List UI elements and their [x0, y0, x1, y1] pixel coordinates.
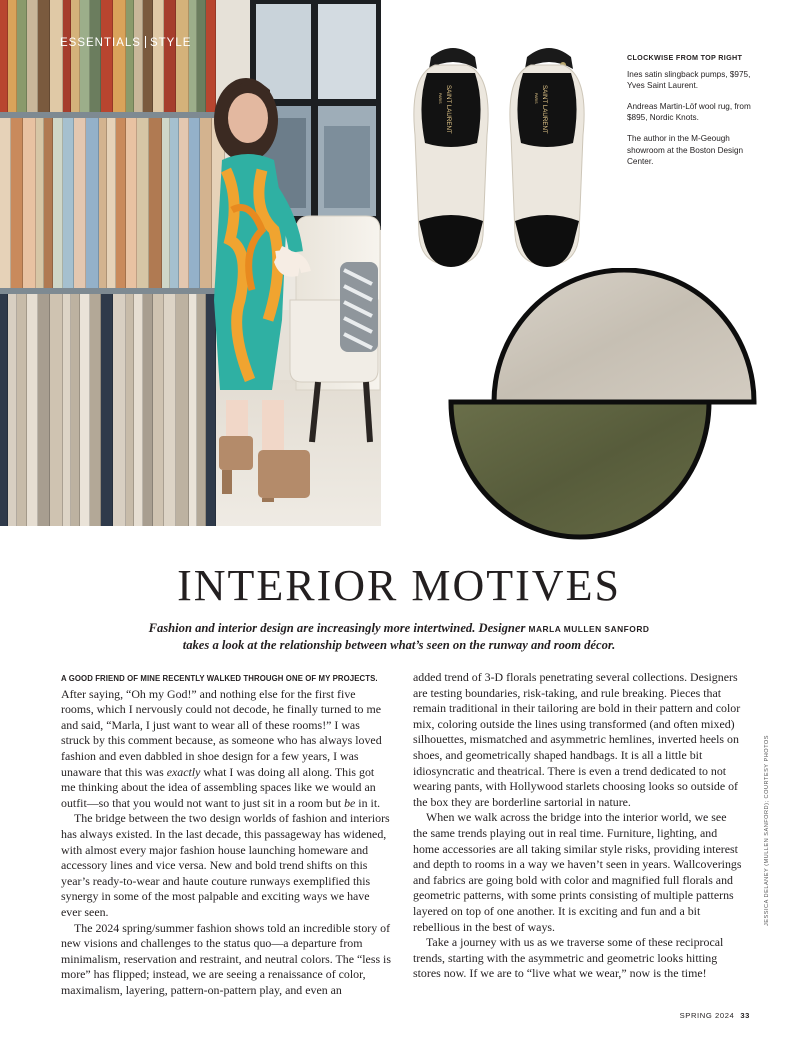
fabric-swatch [113, 294, 126, 526]
fabric-swatch-fold [215, 294, 216, 526]
fabric-swatch [8, 0, 17, 112]
fabric-swatch [27, 294, 38, 526]
section-tag-divider [145, 36, 146, 48]
fabric-swatch [36, 118, 44, 288]
fabric-swatch-fold [205, 0, 206, 112]
fabric-swatch-fold [142, 0, 143, 112]
fabric-swatch-fold [7, 0, 8, 112]
section-tag-right: STYLE [149, 37, 192, 49]
fabric-swatch-fold [169, 118, 170, 288]
fabric-swatch-fold [70, 0, 71, 112]
body-column-right [413, 670, 743, 982]
deck-line-1: Fashion and interior design are increasingly more intertwined. Designer [148, 621, 526, 635]
rug-bottom-half [451, 402, 709, 537]
fabric-swatch [200, 118, 212, 288]
fabric-swatch [44, 118, 53, 288]
fabric-swatch-fold [106, 118, 107, 288]
article-title: INTERIOR MOTIVES [177, 561, 621, 610]
body-paragraph-1 [61, 670, 391, 811]
fabric-swatch-fold [10, 118, 11, 288]
fabric-swatch [153, 294, 164, 526]
fabric-swatch-fold [112, 294, 113, 526]
fabric-swatch-fold [43, 118, 44, 288]
fabric-swatch [149, 118, 162, 288]
lead-in: A GOOD FRIEND OF MINE RECENTLY WALKED THROUGH ONE OF MY PROJECTS. [61, 674, 378, 683]
fabric-swatch-fold [152, 0, 153, 112]
fabric-swatch [0, 0, 8, 112]
fabric-swatch-fold [79, 0, 80, 112]
fabric-swatch [134, 0, 143, 112]
fabric-swatch-fold [62, 118, 63, 288]
rug-top-half [494, 270, 754, 402]
fabric-swatch-fold [100, 294, 101, 526]
fabric-swatch-fold [175, 294, 176, 526]
body-paragraph-5: When we walk across the bridge into the interior world, we see the same trends playing out in real time. Furniture, lighting, and home accessories are all taking similar style risks, providing interest and depth to rooms in a way we haven’t seen in years. Wallcoverings and fabrics are going bold with color and magnified full florals and geometric patterns, with some prints consisting of multiple patterns layered on top of one another. It is exciting and fun and a bit rebellious in the best of ways. [413, 810, 742, 934]
fabric-swatch [189, 118, 200, 288]
fabric-swatch-fold [163, 0, 164, 112]
fabric-swatch [153, 0, 164, 112]
fabric-swatch [90, 294, 101, 526]
fabric-swatch [126, 0, 134, 112]
fabric-swatch [74, 118, 86, 288]
showroom-photo [0, 0, 381, 526]
fabric-swatch [90, 0, 101, 112]
fabric-swatch [8, 294, 17, 526]
fabric-swatch [116, 118, 126, 288]
fabric-swatch [113, 0, 126, 112]
folio-issue: SPRING 2024 [679, 1011, 735, 1020]
fabric-swatch-fold [112, 0, 113, 112]
body-column-left [61, 670, 391, 998]
fabric-swatch-fold [26, 294, 27, 526]
p1-part-c: in it. [358, 795, 381, 810]
fabric-swatch-fold [152, 294, 153, 526]
fabric-swatch-fold [188, 294, 189, 526]
left-shoe-brand: SAINT LAURENT [445, 85, 452, 134]
caption-item-rug: Andreas Martin-Löf wool rug, from $895, Nordic Knots. [627, 101, 751, 123]
fabric-swatch-fold [26, 0, 27, 112]
fabric-swatch [164, 0, 176, 112]
fabric-swatch [80, 0, 90, 112]
fabric-swatch [126, 118, 137, 288]
fabric-swatch-fold [133, 0, 134, 112]
fabric-swatch [50, 294, 63, 526]
caption-item-shoes: Ines satin slingback pumps, $975, Yves Saint Laurent. [627, 69, 751, 91]
fabric-swatch [179, 118, 189, 288]
fabric-swatch [189, 0, 197, 112]
fabric-swatch-fold [148, 118, 149, 288]
fabric-swatch-fold [16, 294, 17, 526]
page-number: 33 [740, 1011, 750, 1020]
fabric-swatch-fold [136, 118, 137, 288]
fabric-swatch [53, 118, 63, 288]
fabric-swatch-fold [37, 294, 38, 526]
fabric-swatch [27, 0, 38, 112]
fabric-swatch-fold [142, 294, 143, 526]
fabric-swatch [162, 118, 170, 288]
fabric-swatch-fold [62, 294, 63, 526]
right-shoe [510, 48, 584, 267]
section-tag-left: ESSENTIALS [60, 37, 141, 49]
fabric-swatch-fold [98, 118, 99, 288]
fabric-swatch [101, 294, 113, 526]
fabric-swatch [0, 118, 11, 288]
deck-line-2: takes a look at the relationship between what’s seen on the runway and room décor. [182, 638, 616, 652]
fabric-swatch-fold [73, 118, 74, 288]
fabric-swatch [107, 118, 116, 288]
fabric-swatch-fold [52, 118, 53, 288]
fabric-swatch-fold [22, 118, 23, 288]
fabric-swatch-fold [89, 0, 90, 112]
body-paragraph-4: added trend of 3-D florals penetrating several collections. Designers are testing boundaries, risk-taking, and rule breaking. Pieces that remain traditional in their tailoring are bold in their pattern and color mix, coloring outside the lines using transformed (and often mixed) silhouettes, mismatched and asymmetric hemlines, inverted heels on shoes, and geometrically shaped handbags. It is all a little bit idiosyncratic and theatrical. There is even a trend dedicated to not wearing pants, with Hollywood starlets choosing looks so outside of the box they are borderline sartorial in nature. [413, 670, 741, 809]
fabric-swatch-fold [49, 0, 50, 112]
fabric-swatch [101, 0, 113, 112]
fabric-swatch-fold [37, 0, 38, 112]
photo-credit: JESSICA DELANEY (MULLEN SANFORD); COURTESY PHOTOS [764, 734, 770, 926]
p1-part-b: what I was doing all along. This got me thinking about the idea of assembling spaces like we would an outfit—so that you would not want to just sit in a room but [61, 764, 376, 810]
deck-byline: MARLA MULLEN SANFORD [528, 624, 650, 634]
fabric-swatch [206, 294, 216, 526]
page-folio [680, 1011, 750, 1020]
fabric-swatch-fold [196, 294, 197, 526]
fabric-swatch-fold [115, 118, 116, 288]
fabric-swatch-fold [175, 0, 176, 112]
left-shoe-brand-sub: PARIS [438, 93, 442, 104]
fabric-swatch-fold [161, 118, 162, 288]
fabric-swatch [17, 294, 27, 526]
fabric-swatch [137, 118, 149, 288]
left-shoe [414, 48, 488, 267]
fabric-swatch-fold [125, 294, 126, 526]
fabric-swatch [38, 0, 50, 112]
fabric-swatch-fold [49, 294, 50, 526]
right-shoe-brand: SAINT LAURENT [541, 85, 548, 134]
showroom-photo-art [0, 0, 381, 526]
fabric-swatch-fold [100, 0, 101, 112]
right-shoe-brand-sub: PARIS [534, 93, 538, 104]
fabric-swatch [86, 118, 99, 288]
fabric-swatch-fold [85, 118, 86, 288]
p1-emphasis: exactly [166, 764, 201, 779]
caption-heading: CLOCKWISE FROM TOP RIGHT [627, 53, 743, 62]
fabric-swatch [11, 118, 23, 288]
fabric-swatch [126, 294, 134, 526]
fabric-swatch [134, 294, 143, 526]
fabric-swatch-fold [205, 294, 206, 526]
fabric-swatch [176, 0, 189, 112]
fabric-swatch [197, 294, 206, 526]
fabric-swatch-fold [211, 118, 212, 288]
body-paragraph-2: The bridge between the two design worlds of fashion and interiors has always existed. In the last decade, this passageway has widened, with almost every major fashion house launching homeware and accessory lines and vice versa. New and bold trend shifts on this year’s ready-to-wear and haute couture runways exemplified this synergy in some of the most palpable and exciting ways we have ever seen. [61, 811, 390, 919]
fabric-swatch-fold [125, 118, 126, 288]
p1-emphasis-2: be [344, 795, 356, 810]
fabric-swatch [71, 294, 80, 526]
p1-part-a: After saying, “Oh my God!” and nothing else for the first five rooms, which I nervously could not decode, he finally turned to me and said, “Marla, I just want to wear all of these rooms!” I was struck by this comment because, as someone who has always loved fashion and even dabbled in shoe design for a few years, I was unaware that this was [61, 686, 382, 779]
body-paragraph-6: Take a journey with us as we traverse some of these reciprocal trends, starting with the asymmetric and geometric looks hitting stores now. If we are to “live what we wear,” now is the time! [413, 935, 724, 981]
fabric-swatch-fold [188, 118, 189, 288]
fabric-swatch [50, 0, 63, 112]
fabric-swatch [71, 0, 80, 112]
body-paragraph-3: The 2024 spring/summer fashion shows told an incredible story of new visions and challenges to the status quo—a departure from minimalism, reservation and restraint, and neutral colors. The “less is more” has flipped; instead, we are seeing a renaissance of color, maximalism, layering, pattern-on-pattern play, and even an [61, 920, 391, 997]
fabric-swatch [143, 294, 153, 526]
fabric-swatch [170, 118, 179, 288]
fabric-swatch-fold [196, 0, 197, 112]
fabric-swatch-fold [70, 294, 71, 526]
fabric-swatch [0, 294, 8, 526]
fabric-swatch-fold [199, 118, 200, 288]
fabric-swatch [176, 294, 189, 526]
fabric-swatch-fold [125, 0, 126, 112]
fabric-swatch-fold [89, 294, 90, 526]
fabric-swatch-fold [62, 0, 63, 112]
fabric-swatch [206, 0, 216, 112]
wool-rug-image [444, 268, 760, 540]
fabric-swatch [63, 118, 74, 288]
fabric-swatch [63, 294, 71, 526]
fabric-swatch [143, 0, 153, 112]
fabric-swatch-fold [188, 0, 189, 112]
fabric-swatch-fold [178, 118, 179, 288]
photo-caption [627, 52, 757, 177]
fabric-swatch [164, 294, 176, 526]
fabric-swatch-fold [35, 118, 36, 288]
caption-item-author: The author in the M-Geough showroom at the Boston Design Center. [627, 133, 744, 167]
fabric-swatch [23, 118, 36, 288]
fabric-swatch-fold [16, 0, 17, 112]
article-deck [100, 620, 698, 653]
fabric-swatch [99, 118, 107, 288]
fabric-swatch [63, 0, 71, 112]
section-tag [60, 36, 191, 49]
slingback-pumps-image [405, 45, 595, 275]
fabric-swatch [189, 294, 197, 526]
fabric-swatch-fold [215, 0, 216, 112]
fabric-swatch-fold [133, 294, 134, 526]
fabric-swatch-fold [79, 294, 80, 526]
fabric-swatch [17, 0, 27, 112]
fabric-swatch-fold [163, 294, 164, 526]
fabric-swatch [80, 294, 90, 526]
fabric-swatch [38, 294, 50, 526]
fabric-swatch [197, 0, 206, 112]
fabric-swatch-fold [7, 294, 8, 526]
